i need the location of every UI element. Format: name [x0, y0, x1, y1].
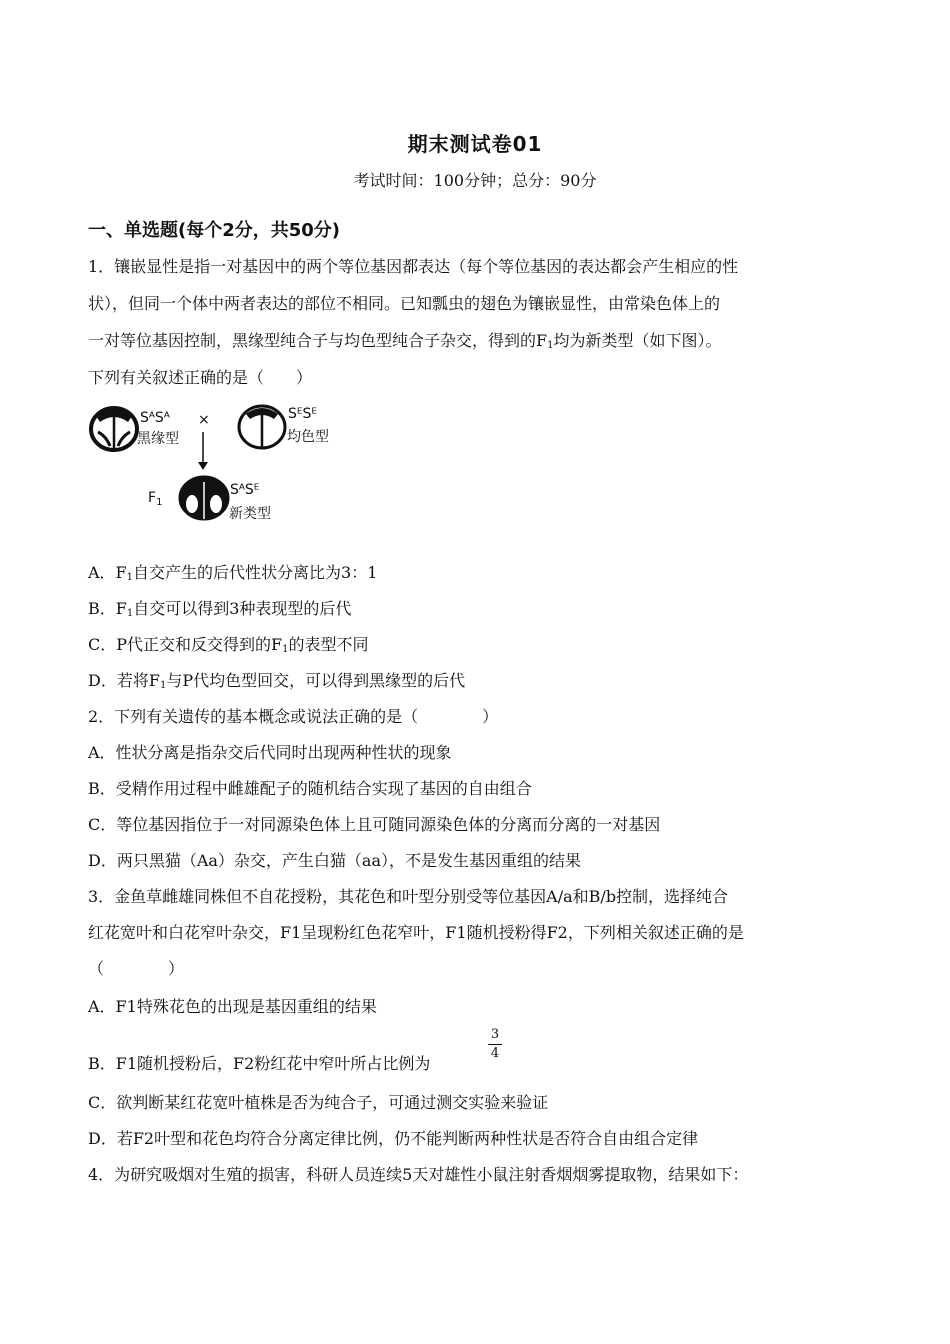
q1-option-c: C．P代正交和反交得到的F1的表型不同	[88, 635, 369, 655]
p1-genotype: SᴬSᴬ	[140, 410, 170, 426]
q1-option-a: A．F1自交产生的后代性状分离比为3：1	[88, 563, 378, 583]
f1-genotype: SᴬSᴱ	[230, 482, 260, 498]
fraction-denominator: 4	[490, 1046, 500, 1061]
fraction-numerator: 3	[490, 1027, 500, 1042]
q1-stem-line2: 状），但同一个体中两者表达的部位不相同。已知瓢虫的翅色为镶嵌显性，由常染色体上的	[88, 294, 721, 313]
q3-option-b: B．F1随机授粉后，F2粉红花中窄叶所占比例为	[88, 1054, 431, 1073]
q1-option-d: D．若将F1与P代均色型回交，可以得到黑缘型的后代	[88, 671, 466, 691]
p2-genotype: SᴱSᴱ	[288, 406, 317, 422]
ladybug-cross-diagram	[88, 398, 348, 533]
p2-phenotype: 均色型	[287, 429, 329, 445]
subscript: 1	[547, 340, 554, 351]
q3-option-a: A．F1特殊花色的出现是基因重组的结果	[88, 997, 377, 1016]
q2-option-b: B．受精作用过程中雌雄配子的随机结合实现了基因的自由组合	[88, 779, 532, 798]
q2-stem: 2．下列有关遗传的基本概念或说法正确的是（ ）	[88, 707, 499, 726]
beetle-uniform-icon	[239, 406, 285, 448]
cross-symbol: ×	[198, 412, 210, 428]
q3-stem-line3: （ ）	[88, 959, 185, 978]
q2-option-c: C．等位基因指位于一对同源染色体上且可随同源染色体的分离而分离的一对基因	[88, 815, 661, 834]
q1-stem-line1: 1．镶嵌显性是指一对基因中的两个等位基因都表达（每个等位基因的表达都会产生相应的性	[88, 257, 739, 276]
fraction-three-quarters	[488, 1027, 502, 1062]
q4-stem: 4．为研究吸烟对生殖的损害，科研人员连续5天对雄性小鼠注射香烟烟雾提取物，结果如下：	[88, 1165, 749, 1184]
q2-option-d: D．两只黑猫（Aa）杂交，产生白猫（aa），不是发生基因重组的结果	[88, 851, 582, 870]
q1-stem-line3	[88, 330, 722, 357]
section-heading: 一、单选题(每个2分，共50分)	[88, 220, 341, 241]
q3-stem-line1: 3．金鱼草雌雄同株但不自花授粉，其花色和叶型分别受等位基因A/a和B/b控制，选择纯合	[88, 887, 729, 906]
arrowhead-icon	[198, 462, 208, 470]
q1-stem-line4: 下列有关叙述正确的是（ ）	[88, 368, 313, 387]
f1-label: $F_1$	[148, 490, 163, 508]
beetle-new-type-icon	[180, 477, 228, 519]
q3-option-d: D．若F2叶型和花色均符合分离定律比例，仍不能判断两种性状是否符合自由组合定律	[88, 1129, 699, 1148]
q3-stem-line2: 红花宽叶和白花窄叶杂交，F1呈现粉红色花窄叶，F1随机授粉得F2，下列相关叙述正确的是	[88, 923, 744, 942]
q1-option-b: B．F1自交可以得到3种表现型的后代	[88, 599, 352, 619]
p1-phenotype: 黑缘型	[137, 431, 179, 447]
q1-stem-line3-b: 均为新类型（如下图）。	[553, 331, 722, 350]
q2-option-a: A．性状分离是指杂交后代同时出现两种性状的现象	[88, 743, 452, 762]
beetle-black-margin-icon	[91, 408, 137, 450]
exam-info: 考试时间：100分钟；总分：90分	[353, 171, 597, 190]
q1-stem-line3-a: 一对等位基因控制，黑缘型纯合子与均色型纯合子杂交，得到的F	[88, 331, 548, 350]
f1-phenotype: 新类型	[229, 506, 271, 522]
page-title: 期末测试卷01	[407, 132, 543, 156]
q3-option-c: C．欲判断某红花宽叶植株是否为纯合子，可通过测交实验来验证	[88, 1093, 549, 1112]
